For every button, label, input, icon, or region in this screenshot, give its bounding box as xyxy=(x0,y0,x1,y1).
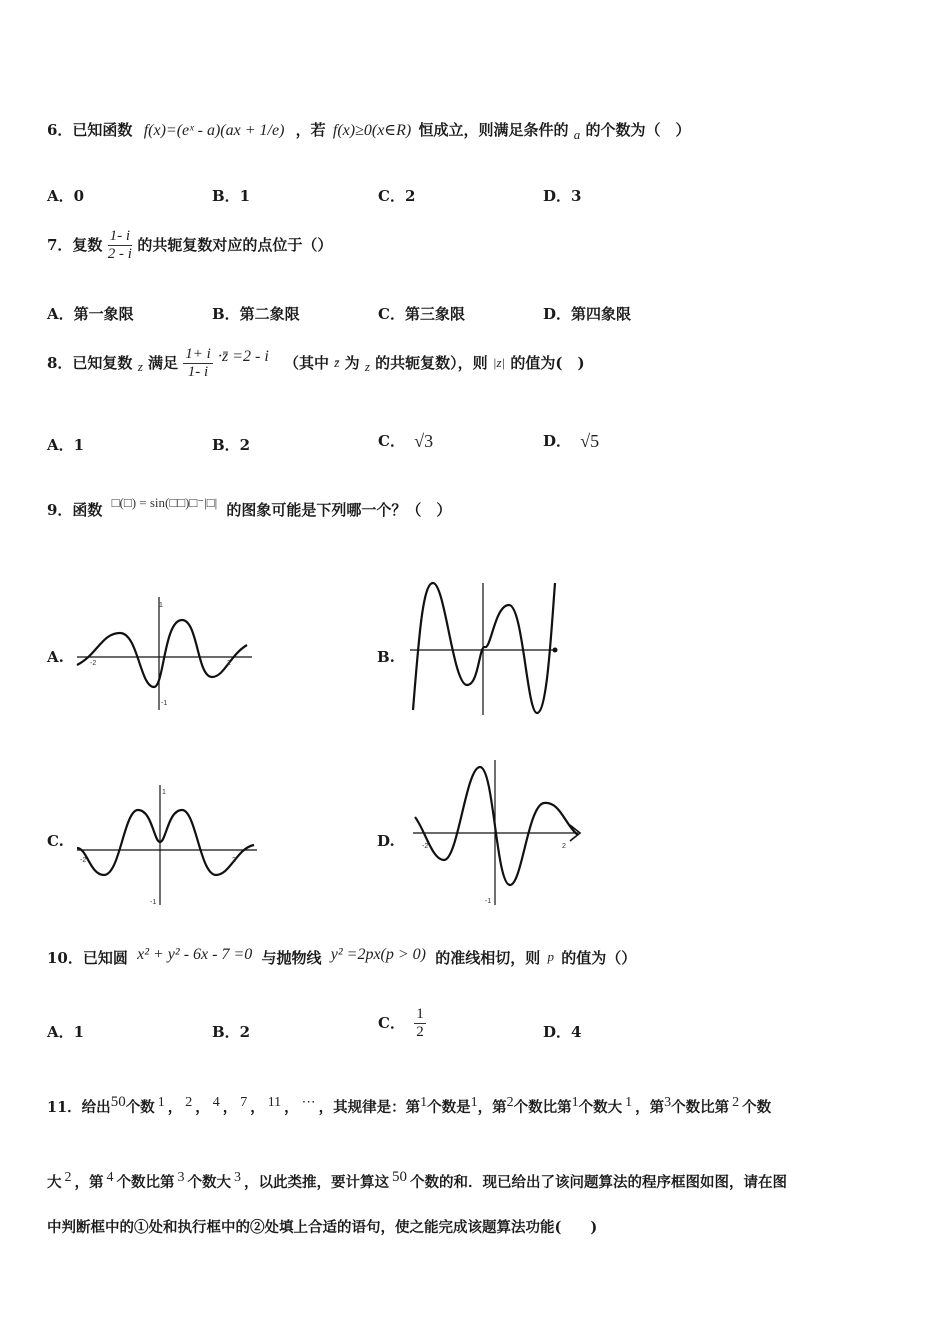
q11-num: 3 xyxy=(177,1170,185,1185)
q10-option-c-num: 1 xyxy=(416,1005,424,1022)
q10-option-c-label: C． xyxy=(378,1014,405,1032)
q11-line2 xyxy=(47,1167,787,1193)
q6-option-a: A．0 xyxy=(47,187,85,205)
q11-text: ， xyxy=(167,1098,183,1116)
q10-suffix: 的准线相切，则 xyxy=(435,949,541,967)
q8-numerator: 1+ i xyxy=(185,345,211,362)
q8-abs: |z| xyxy=(492,355,506,370)
graph-d-curve xyxy=(415,767,578,885)
q6-prefix: 6．已知函数 xyxy=(47,121,133,139)
q10-option-d: D．4 xyxy=(543,1023,582,1041)
q11-num: 2 xyxy=(64,1170,72,1185)
q8-denominator: 1- i xyxy=(187,363,209,380)
q10-option-b: B．2 xyxy=(212,1023,251,1041)
q11-num: 1 xyxy=(157,1095,165,1110)
q8-tail: 的值为( ) xyxy=(510,354,585,372)
q9-graph-c xyxy=(72,780,262,910)
q8-option-d xyxy=(543,425,599,457)
q9-graph-a xyxy=(72,585,257,720)
q7-stem xyxy=(47,222,332,267)
svg-text:-2: -2 xyxy=(80,857,87,864)
q8-prefix: 8．已知复数 xyxy=(47,354,133,372)
q10-option-c xyxy=(378,1000,426,1045)
q10-prefix: 10．已知圆 xyxy=(47,949,128,967)
q9-label-d: D. xyxy=(377,832,395,850)
svg-text:-1: -1 xyxy=(161,700,168,707)
q11-num: ⋯ xyxy=(301,1095,316,1110)
q7-option-b: B．第二象限 xyxy=(212,305,300,323)
q6-condition: f(x)≥0(x∈R) xyxy=(332,122,412,139)
q11-line3: 中判断框中的①处和执行框中的②处填上合适的语句，使之能完成该题算法功能( ) xyxy=(47,1219,598,1236)
q11-text: 个数 xyxy=(742,1098,772,1116)
q11-text: 个数比第 xyxy=(116,1173,175,1191)
q10-option-a: A．1 xyxy=(47,1023,85,1041)
q11-num: 3 xyxy=(664,1095,672,1110)
q7-fraction xyxy=(108,228,132,263)
q11-text: 个数大 xyxy=(187,1173,231,1191)
q9-graph-b xyxy=(405,575,565,720)
q8-option-c xyxy=(378,425,433,457)
q10-option-c-fraction xyxy=(414,1006,426,1041)
svg-text:1: 1 xyxy=(162,789,166,796)
q8-option-d-math: √5 xyxy=(580,431,600,451)
q8-fraction xyxy=(183,346,213,381)
q11-text: ，第 xyxy=(635,1098,665,1116)
q7-prefix: 7．复数 xyxy=(47,236,103,254)
q9-label-c: C. xyxy=(47,832,64,850)
graph-c-curve xyxy=(77,810,254,875)
q6-option-d: D．3 xyxy=(543,187,582,205)
q8-option-d-label: D． xyxy=(543,432,572,450)
q11-text: 个数是 xyxy=(427,1098,471,1116)
svg-text:2: 2 xyxy=(232,857,236,864)
q11-num: 2 xyxy=(185,1095,193,1110)
q6-suffix: 恒成立，则满足条件的 xyxy=(418,121,569,139)
q10-stem xyxy=(47,948,636,969)
q8-z: z xyxy=(137,359,143,374)
q8-mid2: （其中 xyxy=(284,354,330,372)
svg-text:2: 2 xyxy=(562,843,566,850)
q8-option-c-math: √3 xyxy=(414,431,434,451)
q11-text: 个数比第 xyxy=(513,1098,572,1116)
q7-suffix: 的共轭复数对应的点位于（） xyxy=(137,236,333,254)
graph-a-curve xyxy=(77,620,247,687)
svg-text:-2: -2 xyxy=(422,843,429,850)
q10-tail: 的值为（） xyxy=(561,949,637,967)
q11-text: ， xyxy=(222,1098,238,1116)
q7-option-d: D．第四象限 xyxy=(543,305,632,323)
q11-num: 11 xyxy=(267,1095,282,1110)
q11-num: 4 xyxy=(212,1095,220,1110)
q6-tail: 的个数为（ ） xyxy=(585,121,691,139)
q6-var: a xyxy=(573,127,581,142)
svg-text:-1: -1 xyxy=(150,899,157,906)
q9-suffix: 的图象可能是下列哪一个？（ ） xyxy=(226,501,452,519)
q8-zbar: z̄ xyxy=(334,355,340,370)
q7-option-c: C．第三象限 xyxy=(378,305,465,323)
q6-option-c: C．2 xyxy=(378,187,416,205)
q6-formula: f(x)=(eˣ - a)(ax + 1/e) xyxy=(143,122,285,139)
svg-text:1: 1 xyxy=(159,602,163,609)
q8-option-a: A．1 xyxy=(47,436,85,454)
q11-text: 个数比第 xyxy=(671,1098,730,1116)
q11-text: 个数 xyxy=(125,1098,155,1116)
q8-option-c-label: C． xyxy=(378,432,405,450)
q11-text: ，以此类推，要计算这 xyxy=(244,1173,389,1191)
q10-option-c-den: 2 xyxy=(416,1023,424,1040)
q8-z2: z xyxy=(364,359,370,374)
q11-num: 50 xyxy=(110,1094,126,1110)
q11-num: 1 xyxy=(470,1095,478,1110)
q9-label-a: A. xyxy=(47,648,64,666)
q11-line1 xyxy=(47,1092,771,1118)
svg-text:-1: -1 xyxy=(485,898,492,905)
q6-stem xyxy=(47,120,690,141)
q11-text: 11．给出 xyxy=(47,1098,111,1116)
q8-mid3: 为 xyxy=(344,354,360,372)
q9-graph-d xyxy=(410,755,585,915)
q11-num: 50 xyxy=(392,1169,407,1185)
q11-num: 3 xyxy=(234,1170,241,1185)
q10-mid: 与抛物线 xyxy=(261,949,322,967)
q6-option-b: B．1 xyxy=(212,187,251,205)
svg-text:2: 2 xyxy=(227,660,231,667)
q10-var: p xyxy=(547,949,554,964)
q11-num: 4 xyxy=(106,1170,114,1185)
q11-num: 1 xyxy=(625,1095,633,1110)
q11-text: ， xyxy=(250,1098,265,1116)
q11-num: 2 xyxy=(732,1095,740,1110)
q7-denominator: 2 - i xyxy=(107,245,132,262)
q7-numerator: 1- i xyxy=(109,227,131,244)
q8-mid1: 满足 xyxy=(147,354,178,372)
q8-mid4: 的共轭复数），则 xyxy=(375,354,488,372)
q8-option-b: B．2 xyxy=(212,436,251,454)
q10-circle: x² + y² - 6x - 7 =0 xyxy=(137,946,253,963)
q11-num: 2 xyxy=(506,1095,514,1110)
q7-option-a: A．第一象限 xyxy=(47,305,134,323)
q11-num: 1 xyxy=(420,1095,428,1110)
q11-text: ，第 xyxy=(74,1173,104,1191)
q11-num: 7 xyxy=(240,1095,248,1110)
q9-label-b: B. xyxy=(377,648,395,666)
q6-middle: ，若 xyxy=(295,121,326,139)
q11-text: ， xyxy=(195,1098,210,1116)
q9-stem xyxy=(47,495,452,521)
svg-text:-2: -2 xyxy=(90,660,97,667)
q11-text: 大 xyxy=(47,1173,62,1191)
q11-text: 个数的和．现已给出了该问题算法的程序框图如图，请在图 xyxy=(410,1173,787,1191)
q11-text: 个数大 xyxy=(578,1098,623,1116)
q10-parabola: y² =2px(p > 0) xyxy=(330,946,426,963)
q8-stem xyxy=(47,340,585,385)
graph-b-curve xyxy=(413,583,555,713)
q9-prefix: 9．函数 xyxy=(47,501,103,519)
q11-text: ，第 xyxy=(477,1098,507,1116)
q11-text: ， xyxy=(284,1098,299,1116)
q11-num: 1 xyxy=(571,1095,579,1110)
q8-equation: ·z̄ =2 - i xyxy=(218,348,269,365)
q11-text: ，其规律是：第 xyxy=(318,1098,421,1116)
q9-formula: □(□) = sin(□□)□⁻|□| xyxy=(111,495,218,510)
